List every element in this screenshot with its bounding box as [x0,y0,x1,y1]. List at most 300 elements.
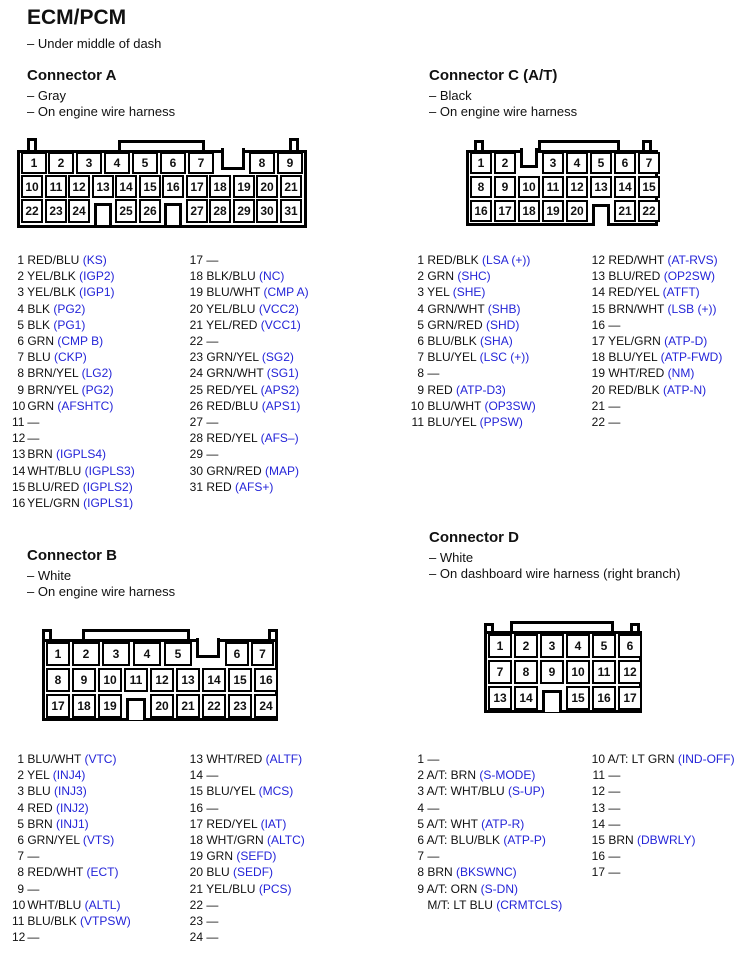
wire-color: — [605,849,621,864]
pin-cell: 15 [638,176,660,198]
pin-row [591,832,735,848]
signal-name: (VCC2) [255,301,299,316]
wire-color: RED/BLU [24,253,80,267]
pin-number: 2 [17,768,24,783]
signal-name: (PG1) [50,317,86,332]
pin-cell: 18 [209,175,231,198]
pin-row [189,864,305,880]
pin-number: 6 [417,833,424,848]
pin-number: 1 [17,253,24,267]
pin-cell: 4 [566,634,590,658]
pin-cell: 13 [590,176,612,198]
pin-number: 9 [417,382,424,397]
pin-cell: 15 [228,668,252,692]
pin-row [12,881,131,897]
pin-row [410,333,536,349]
pin-row [12,913,131,929]
pin-row [189,284,309,300]
pin-row [12,463,135,479]
pin-cell: 12 [68,175,90,198]
signal-name: (PG2) [50,301,86,316]
wire-color: — [605,768,621,783]
key-slot [162,199,184,223]
pin-cell: 9 [72,668,96,692]
signal-name: (MAP) [261,463,300,478]
wire-color: — [203,930,219,945]
signal-name: (IGP1) [75,285,115,300]
pin-row [416,881,562,897]
signal-name: (IGPLS2) [79,479,133,494]
signal-name: (MCS) [255,784,294,799]
pin-cell: 1 [488,634,512,658]
connector-c-diagram [466,140,658,226]
pin-number: 1 [417,752,424,766]
pin-number: 7 [17,350,24,365]
pin-number: 14 [591,285,605,300]
pin-number: 5 [417,816,424,831]
pin-number: 18 [591,350,605,365]
pin-row [416,800,562,816]
wire-color: GRN [424,269,454,284]
pin-row [189,881,305,897]
key-slot [540,686,564,710]
pin-number: 23 [189,350,203,365]
signal-name: (ALTF) [262,752,303,766]
wire-color: — [605,415,621,430]
connector-d-pins-col2 [591,751,735,881]
wire-color: — [24,930,40,945]
wire-color: A/T: LT GRN [605,752,675,766]
wire-color: — [203,253,219,267]
pin-cell: 20 [150,694,174,718]
signal-name: (IGPLS1) [79,496,134,511]
pin-number: 14 [189,768,203,783]
signal-name: (INJ1) [52,816,89,831]
pin-cell: 16 [592,686,616,710]
signal-name: (VCC1) [257,317,301,332]
pin-row [189,430,309,446]
pin-number: 10 [410,398,424,413]
pin-cell: 22 [21,199,43,223]
pin-number: 14 [591,816,605,831]
pin-number: 18 [189,269,203,284]
pin-number: 24 [189,366,203,381]
pin-row [189,333,309,349]
connector-a-pins-col2 [189,252,309,495]
pin-row [416,767,562,783]
pin-row [12,382,135,398]
pin-cell: 14 [115,175,137,198]
connector-b-pins-col2 [189,751,305,945]
pin-cell: 21 [176,694,200,718]
wire-color: RED/YEL [203,431,258,446]
wire-color: — [424,752,440,766]
pin-cell: 3 [102,642,130,666]
pin-number: 8 [17,366,24,381]
wire-color: RED/YEL [203,382,258,397]
pin-row [416,864,562,880]
pin-row [12,252,135,268]
wire-color: YEL/GRN [24,496,80,511]
pin-cell: 13 [488,686,512,710]
signal-name: (OP3SW) [481,398,536,413]
wire-color: RED/BLK [424,253,479,267]
pin-row [12,864,131,880]
pin-cell: 7 [638,152,660,174]
wire-color: WHT/BLU [24,897,82,912]
wire-color: BLU/YEL [424,350,477,365]
pin-number: 26 [189,398,203,413]
pin-row [410,301,536,317]
wire-color: WHT/BLU [24,463,82,478]
pin-number: 9 [17,382,24,397]
pin-cell: 30 [256,199,278,223]
pin-cell: 23 [45,199,67,223]
signal-name: (LSB (+)) [664,301,717,316]
pin-row [591,783,735,799]
pin-cell: 27 [186,199,208,223]
wire-color: YEL/BLK [24,285,76,300]
pin-cell: 13 [92,175,114,198]
pin-number: 4 [417,800,424,815]
wire-color: — [424,800,440,815]
pin-row [410,349,536,365]
pin-row [12,495,135,511]
pin-cell: 23 [228,694,252,718]
wire-color: — [24,849,40,864]
signal-name: (AFS–) [257,431,299,446]
wire-color: BRN [24,816,53,831]
pin-row [12,268,135,284]
pin-row [410,398,536,414]
wire-color: A/T: WHT/BLU [424,784,505,799]
pin-number: 29 [189,447,203,462]
wire-color: YEL/BLU [203,301,256,316]
wire-color: BLU/BLK [424,334,477,349]
pin-cell: 14 [514,686,538,710]
pin-cell: 8 [249,152,275,174]
wire-color: — [203,768,219,783]
signal-name: (IAT) [257,816,287,831]
pin-row [189,929,305,945]
signal-name: (NC) [255,269,285,284]
signal-name: (INJ2) [52,800,89,815]
pin-row [591,767,735,783]
pin-cell: 17 [494,200,516,222]
connector-a-location: – On engine wire harness [27,104,176,119]
signal-name: (PPSW) [476,415,523,430]
pin-cell: 12 [150,668,174,692]
connector-b-location: – On engine wire harness [27,584,176,599]
wire-color: — [424,849,440,864]
wire-color: BLU [24,350,51,365]
wire-color: BLU/WHT [424,398,482,413]
wire-color: RED/WHT [24,865,84,880]
pin-cell: 25 [115,199,137,223]
signal-name: (KS) [79,253,107,267]
wire-color: YEL [424,285,450,300]
pin-cell: 22 [202,694,226,718]
signal-name: (IND-OFF) [674,752,735,766]
wire-color: BLU/YEL [203,784,256,799]
wire-color: RED/WHT [605,253,665,267]
pin-number: 24 [189,930,203,945]
pin-number: 8 [417,366,424,381]
pin-number: 3 [417,285,424,300]
pin-row [410,382,536,398]
pin-row [591,800,735,816]
wire-color: YEL/RED [203,317,258,332]
pin-number: 9 [417,881,424,896]
connector-c-color: – Black [429,88,472,103]
pin-row [189,897,305,913]
pin-row [410,414,536,430]
pin-cell: 5 [592,634,616,658]
connector-c-location: – On engine wire harness [429,104,578,119]
pin-cell: 6 [160,152,186,174]
signal-name: (CKP) [50,350,87,365]
pin-row [12,848,131,864]
pin-cell: 20 [256,175,278,198]
pin-row [591,365,722,381]
pin-number: 1 [17,752,24,766]
pin-cell: 18 [72,694,96,718]
signal-name: (ECT) [83,865,119,880]
wire-color: — [203,914,219,929]
signal-name: (VTC) [81,752,117,766]
signal-name: (DBWRLY) [633,833,696,848]
connector-d-color: – White [429,550,474,565]
pin-cell: 14 [614,176,636,198]
pin-number: 30 [189,463,203,478]
pin-cell: 8 [514,660,538,684]
signal-name: (SG2) [258,350,294,365]
signal-name: (SG1) [263,366,299,381]
pin-number: 13 [591,800,605,815]
wire-color: BLU/WHT [24,752,82,766]
signal-name: (PG2) [78,382,114,397]
signal-name: (IGPLS4) [52,447,107,462]
wire-color: YEL/BLK [24,269,76,284]
pin-number: 10 [12,398,26,413]
signal-name: (SEFD) [233,849,277,864]
pin-cell: 3 [540,634,564,658]
signal-name: (LSC (+)) [476,350,530,365]
pin-cell: 22 [638,200,660,222]
pin-cell: 7 [488,660,512,684]
pin-cell: 21 [280,175,302,198]
wire-color: — [605,816,621,831]
pin-row [189,848,305,864]
pin-number: 11 [12,415,25,430]
pin-number: 7 [17,849,24,864]
key-slot [92,199,114,223]
pin-number: 2 [17,269,24,284]
pin-cell: 20 [566,200,588,222]
pin-cell: 10 [566,660,590,684]
signal-name: (ATP-N) [659,382,707,397]
pin-number: 10 [12,897,26,912]
pin-row [416,751,562,767]
wire-color: WHT/RED [605,366,665,381]
pin-row [410,284,536,300]
pin-cell: 11 [592,660,616,684]
signal-name: (ATP-D3) [452,382,506,397]
connector-a-diagram [17,140,307,228]
connector-b-pins-col1 [12,751,131,945]
pin-row [410,365,536,381]
wire-color: BLK/BLU [203,269,256,284]
connector-d-location: – On dashboard wire harness (right branch) [429,566,681,581]
pin-row [12,767,131,783]
connector-b-color: – White [27,568,72,583]
pin-cell: 1 [470,152,492,174]
pin-number: 15 [591,301,605,316]
pin-cell: 24 [254,694,278,718]
pin-row [189,446,309,462]
pin-number: 21 [591,398,605,413]
pin-row [12,816,131,832]
wire-color: GRN/RED [203,463,262,478]
pin-number: 7 [417,849,424,864]
signal-name: (PCS) [255,881,292,896]
pin-row [591,848,735,864]
pin-cell: 5 [164,642,192,666]
wire-color: RED [424,382,453,397]
signal-name: (AFSHTC) [54,398,114,413]
pin-number: 10 [591,752,605,766]
wire-color: — [605,398,621,413]
pin-cell: 4 [104,152,130,174]
signal-name: (ATFT) [659,285,700,300]
signal-name: (AFS+) [231,479,274,494]
pin-row [591,333,722,349]
signal-name: (SHD) [482,317,520,332]
pin-number: 15 [591,833,605,848]
pin-row [591,816,735,832]
pin-cell: 9 [540,660,564,684]
wire-color: GRN [203,849,233,864]
pin-row [189,398,309,414]
signal-name: (CMP A) [260,285,309,300]
pin-number: 9 [17,881,24,896]
wire-color: GRN/WHT [424,301,485,316]
wire-color: — [424,366,440,381]
wire-color: — [203,415,219,430]
signal-name: (SHC) [454,269,491,284]
pin-row [416,783,562,799]
signal-name: (S-MODE) [476,768,536,783]
pin-number: 19 [189,285,203,300]
wire-color: — [203,897,219,912]
pin-cell: 10 [518,176,540,198]
page-title: ECM/PCM [27,6,127,29]
key-slot [518,152,540,174]
pin-number: 19 [189,849,203,864]
connector-a-heading: Connector A [27,67,117,84]
pin-row [189,268,309,284]
pin-cell: 11 [124,668,148,692]
pin-cell: 7 [251,642,274,666]
pin-cell: 17 [186,175,208,198]
pin-number: 11 [592,768,605,783]
pin-cell: 2 [72,642,100,666]
connector-d-pins-col1 [416,751,562,913]
wire-color: GRN [24,334,54,349]
wire-color: RED/YEL [605,285,660,300]
pin-number: 13 [591,269,605,284]
signal-name: (CRMTCLS) [492,897,563,912]
wire-color: BLK [24,317,51,332]
pin-cell: 19 [233,175,255,198]
pin-cell: 31 [280,199,302,223]
pin-number: 4 [17,301,24,316]
signal-name: (ATP-FWD) [657,350,723,365]
pin-number: 19 [591,366,605,381]
signal-name: (SHE) [449,285,486,300]
wire-color: BLU/YEL [424,415,477,430]
signal-name: (LG2) [78,366,113,381]
pin-cell: 10 [21,175,43,198]
pin-row [189,751,305,767]
pin-cell: 1 [21,152,47,174]
pin-row [410,317,536,333]
pin-number: 18 [189,833,203,848]
pin-number: 12 [12,930,26,945]
pin-number: 6 [417,334,424,349]
pin-row [416,848,562,864]
signal-name: (ATP-P) [500,833,546,848]
pin-number: 16 [12,496,26,511]
wire-color: BRN [424,865,453,880]
pin-row [189,800,305,816]
wire-color: A/T: BRN [424,768,477,783]
wire-color: RED/BLU [203,398,259,413]
pin-row [12,365,135,381]
wire-color: BRN/YEL [24,366,79,381]
pin-row [591,382,722,398]
connector-c-pins-col2 [591,252,722,430]
pin-number: 20 [591,382,605,397]
signal-name: (S-UP) [504,784,545,799]
pin-row [416,832,562,848]
wire-color: — [605,800,621,815]
pin-cell: 5 [590,152,612,174]
wire-color: YEL/GRN [605,334,661,349]
connector-a-pins-col1 [12,252,135,511]
pin-row [12,832,131,848]
pin-number: 12 [591,253,605,267]
pin-cell: 8 [470,176,492,198]
pin-row [189,382,309,398]
pin-row [12,783,131,799]
pin-number: 17 [591,865,605,880]
pin-row [12,301,135,317]
pin-row [12,398,135,414]
pin-number: 6 [17,833,24,848]
pin-number: 14 [12,463,26,478]
pin-cell: 19 [98,694,122,718]
wire-color: BLU/WHT [203,285,261,300]
pin-row [12,333,135,349]
wire-color: YEL [24,768,50,783]
key-slot [194,642,222,666]
pin-number: 12 [12,431,26,446]
pin-row [12,284,135,300]
connector-b-diagram [42,629,278,721]
pin-cell: 17 [618,686,642,710]
pin-row [591,284,722,300]
